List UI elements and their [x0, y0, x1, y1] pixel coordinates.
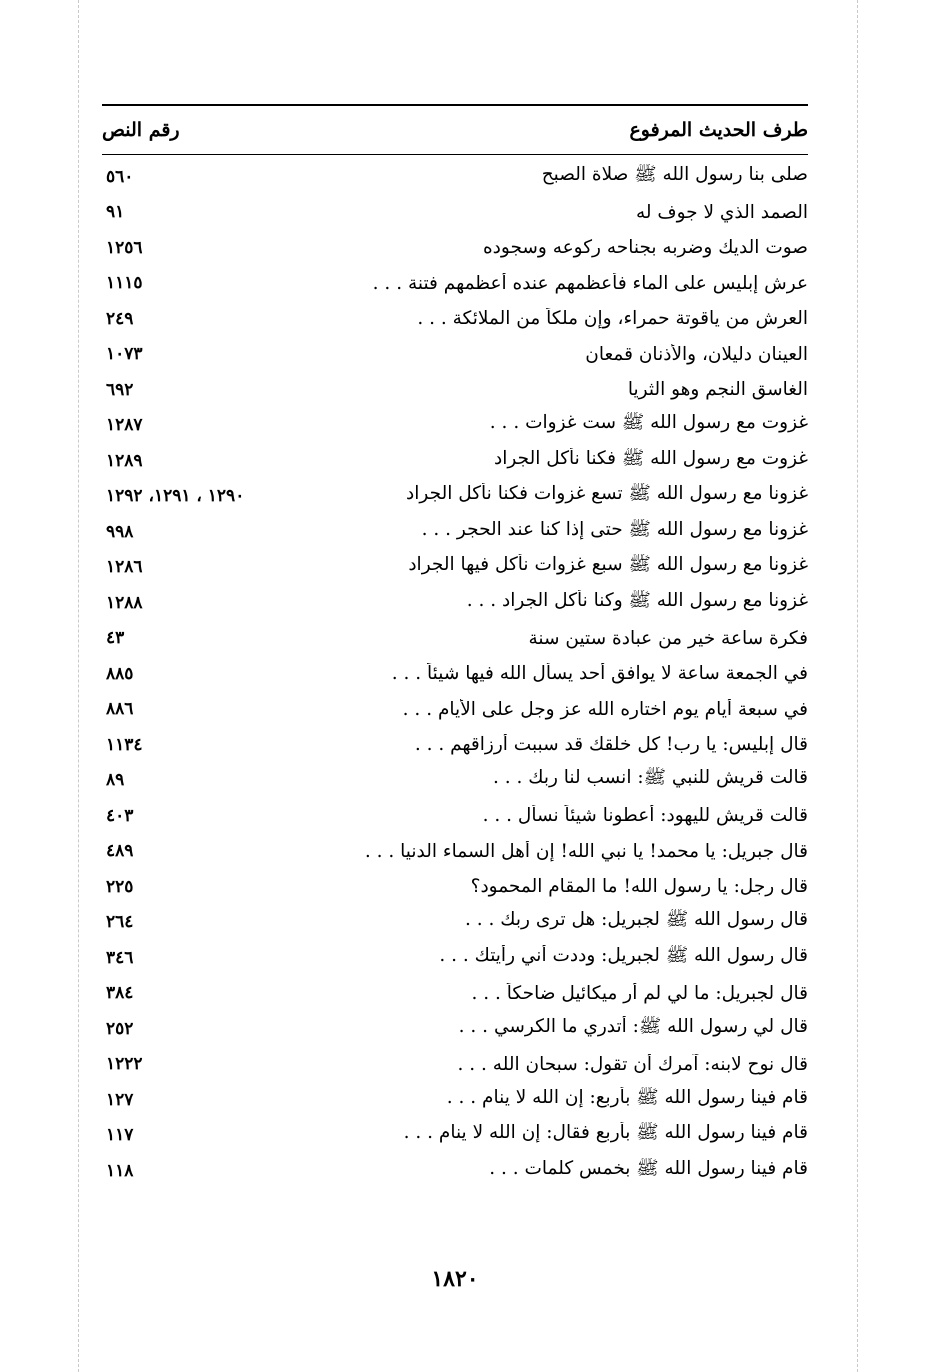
hadith-text: قام فينا رسول الله ﷺ بأربع: إن الله لا ينام . . .	[446, 1086, 808, 1108]
text-number: ١١٧	[106, 1125, 134, 1146]
text-number: ٢٦٤	[106, 912, 134, 933]
index-row	[102, 372, 808, 408]
text-number: ١٢٥٦	[106, 237, 143, 258]
index-row	[102, 798, 808, 834]
text-number: ١٢٢٢	[106, 1054, 143, 1075]
index-row	[102, 763, 808, 799]
index-row	[102, 550, 808, 586]
hadith-text: غزوت مع رسول الله ﷺ فكنا نأكل الجراد	[494, 447, 808, 469]
page-number: ١٨٢٠	[431, 1266, 479, 1292]
text-number: ٨٨٥	[106, 663, 134, 684]
index-row	[102, 1118, 808, 1154]
hadith-text: قال رسول الله ﷺ لجبريل: وددت أني رأيتك . . .	[439, 944, 808, 966]
index-row	[102, 621, 808, 657]
index-page	[102, 104, 808, 1324]
index-row	[102, 230, 808, 266]
index-row	[102, 1153, 808, 1189]
hadith-text: غزونا مع رسول الله ﷺ تسع غزوات فكنا نأكل الجراد	[406, 483, 808, 505]
hadith-text: قال جبريل: يا محمد! يا نبي الله! إن أهل السماء الدنيا . . .	[364, 840, 808, 862]
text-number: ١٠٧٣	[106, 344, 143, 365]
text-number: ١٢٧	[106, 1089, 134, 1110]
text-number: ١٢٨٨	[106, 592, 143, 613]
hadith-text: قال رسول الله ﷺ لجبريل: هل ترى ربك . . .	[464, 909, 808, 931]
hadith-text: قال لجبريل: ما لي لم أر ميكائيل ضاحكاً . . .	[471, 982, 808, 1004]
text-number: ٥٦٠	[106, 166, 134, 187]
index-row	[102, 408, 808, 444]
index-row	[102, 656, 808, 692]
index-row	[102, 266, 808, 302]
scan-edge-line	[857, 0, 858, 1372]
hadith-text: الصمد الذي لا جوف له	[636, 201, 808, 223]
text-number: ٣٨٤	[106, 983, 134, 1004]
index-row	[102, 834, 808, 870]
index-row	[102, 869, 808, 905]
text-number: ١١٨	[106, 1160, 134, 1181]
hadith-text: قالت قريش للنبي ﷺ: انسب لنا ربك . . .	[492, 767, 808, 789]
text-number: ٩٩٨	[106, 521, 134, 542]
index-row	[102, 337, 808, 373]
index-row	[102, 940, 808, 976]
index-row	[102, 514, 808, 550]
hadith-text: عرش إبليس على الماء فأعظمهم عنده أعظمهم فتنة . . .	[372, 272, 808, 294]
index-row	[102, 195, 808, 231]
index-row	[102, 976, 808, 1012]
text-number: ٤٠٣	[106, 805, 134, 826]
hadith-text: قال نوح لابنه: آمرك أن تقول: سبحان الله . . .	[457, 1053, 808, 1075]
hadith-text: غزونا مع رسول الله ﷺ وكنا نأكل الجراد . . .	[466, 589, 808, 611]
text-number: ١٢٨٩	[106, 450, 143, 471]
hadith-text: العينان دليلان، والأذنان قمعان	[585, 343, 808, 365]
hadith-text: غزوت مع رسول الله ﷺ ست غزوات . . .	[489, 412, 808, 434]
text-number: ٤٨٩	[106, 841, 134, 862]
index-row	[102, 301, 808, 337]
hadith-text: قالت قريش لليهود: أعطونا شيئاً نسأل . . .	[482, 805, 808, 827]
index-row	[102, 443, 808, 479]
hadith-text: قال إبليس: يا رب! كل خلقك قد سببت أرزاقهم . . .	[414, 734, 808, 756]
index-row	[102, 1011, 808, 1047]
hadith-text: في سبعة أيام يوم اختاره الله عز وجل على الأيام . . .	[402, 698, 808, 720]
index-row	[102, 159, 808, 195]
hadith-column-header: طرف الحديث المرفوع	[629, 119, 808, 141]
scan-edge-line	[78, 0, 79, 1372]
text-number: ١٢٨٧	[106, 415, 143, 436]
text-number: ١٢٩٠ ، ١٢٩١، ١٢٩٢	[106, 486, 245, 507]
text-number: ١٢٨٦	[106, 557, 143, 578]
index-row	[102, 727, 808, 763]
hadith-text: فكرة ساعة خير من عبادة ستين سنة	[528, 627, 808, 649]
text-number: ٦٩٢	[106, 379, 134, 400]
text-number: ٢٢٥	[106, 876, 134, 897]
hadith-text: قام فينا رسول الله ﷺ بخمس كلمات . . .	[489, 1157, 808, 1179]
index-row	[102, 905, 808, 941]
table-header	[102, 106, 808, 155]
hadith-text: قام فينا رسول الله ﷺ بأربع فقال: إن الله لا ينام . . .	[403, 1122, 808, 1144]
hadith-text: الغاسق النجم وهو الثريا	[627, 379, 808, 401]
index-row	[102, 585, 808, 621]
hadith-text: قال لي رسول الله ﷺ: أتدري ما الكرسي . . .	[458, 1015, 808, 1037]
index-row	[102, 1082, 808, 1118]
index-row	[102, 1047, 808, 1083]
index-row	[102, 692, 808, 728]
hadith-text: العرش من ياقوتة حمراء، وإن ملكاً من الملائكة . . .	[417, 308, 808, 330]
index-row	[102, 479, 808, 515]
index-list	[102, 159, 808, 1189]
hadith-text: في الجمعة ساعة لا يوافق أحد يسأل الله فيها شيئاً . . .	[391, 663, 808, 685]
text-number: ١١٣٤	[106, 734, 143, 755]
text-number: ٢٤٩	[106, 308, 134, 329]
text-number: ٢٥٢	[106, 1018, 134, 1039]
hadith-text: قال رجل: يا رسول الله! ما المقام المحمود؟	[470, 876, 808, 898]
hadith-text: غزونا مع رسول الله ﷺ حتى إذا كنا عند الحجر . . .	[421, 518, 808, 540]
hadith-text: صوت الديك وضربه بجناحه ركوعه وسجوده	[482, 237, 808, 259]
text-number: ٨٩	[106, 770, 125, 791]
text-number: ٨٨٦	[106, 699, 134, 720]
text-number: ٣٤٦	[106, 947, 134, 968]
text-number-column-header: رقم النص	[102, 119, 180, 141]
text-number: ١١١٥	[106, 273, 143, 294]
hadith-text: صلى بنا رسول الله ﷺ صلاة الصبح	[541, 163, 808, 185]
hadith-text: غزونا مع رسول الله ﷺ سبع غزوات نأكل فيها الجراد	[408, 554, 808, 576]
text-number: ٤٣	[106, 628, 125, 649]
text-number: ٩١	[106, 202, 125, 223]
